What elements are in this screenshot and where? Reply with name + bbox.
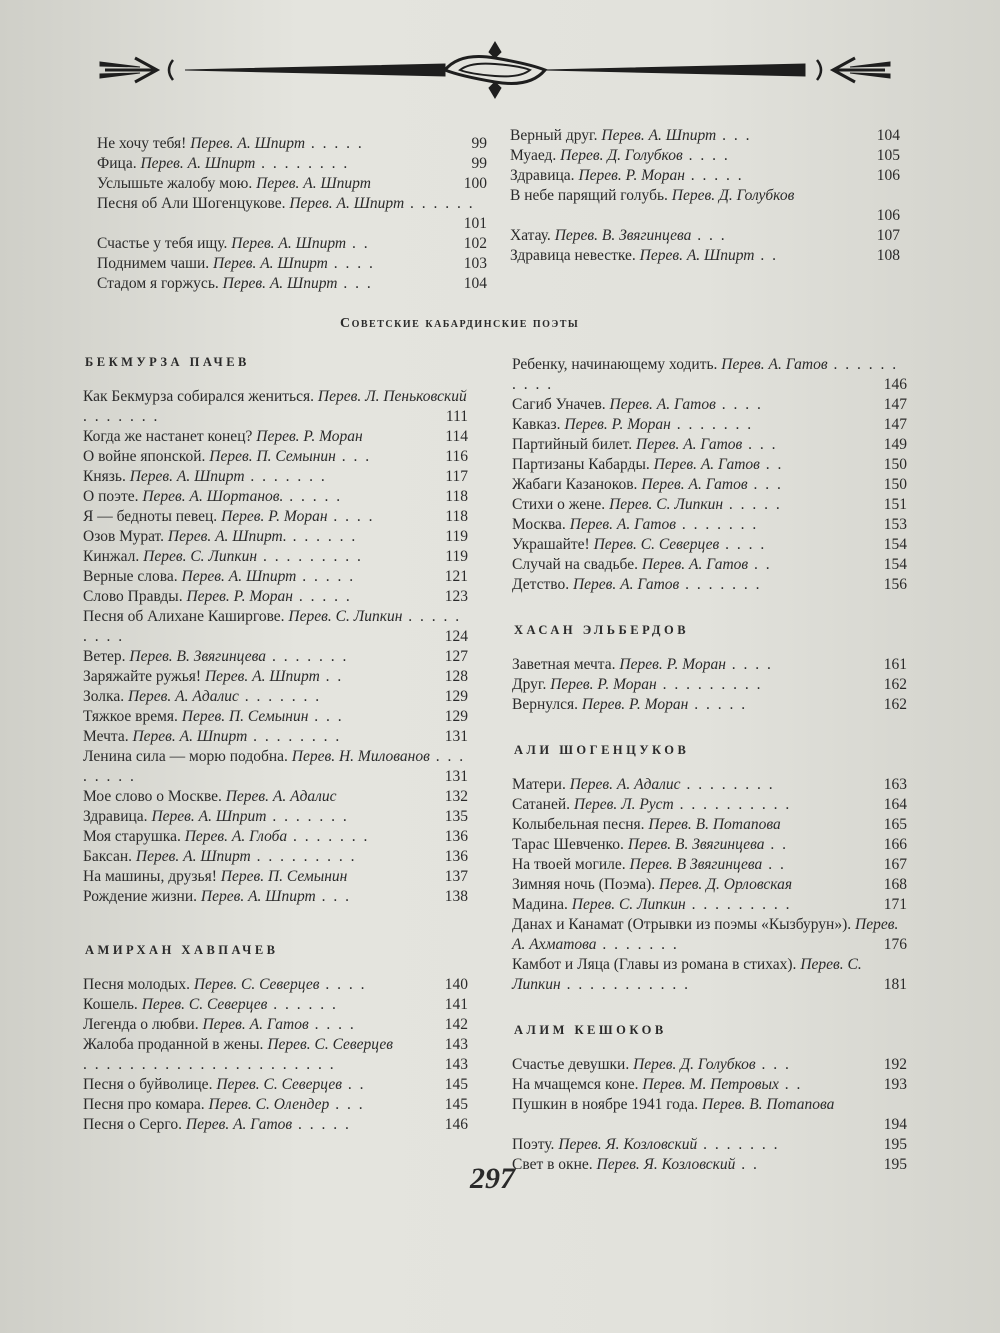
toc-entry[interactable]: Хатау. Перев. В. Звягинцева . . . 107	[510, 227, 900, 244]
column-bottom-left	[83, 355, 468, 1135]
toc-entry[interactable]: Озов Мурат. Перев. А. Шпирт. . . . . . . 119	[83, 528, 468, 545]
page-ref: 131	[444, 728, 468, 745]
page-number: 297	[470, 1162, 515, 1195]
toc-entry[interactable]: В небе парящий голубь. Перев. Д. Голубков 106	[510, 187, 900, 224]
page-ref: 121	[444, 568, 468, 585]
page-ref: 136	[444, 828, 468, 845]
author-heading: АЛИ ШОГЕНЦУКОВ	[514, 743, 690, 757]
toc-entry[interactable]: На мчащемся коне. Перев. М. Петровых . . 193	[512, 1076, 907, 1093]
toc-entry[interactable]: О поэте. Перев. А. Шортанов. . . . . . 118	[83, 488, 468, 505]
page-ref: 150	[883, 476, 907, 493]
toc-entry[interactable]: Заряжайте ружья! Перев. А. Шпирт . . 128	[83, 668, 468, 685]
toc-entry[interactable]: Здравица невестке. Перев. А. Шпирт . . 108	[510, 247, 900, 264]
page-ref: 107	[876, 227, 900, 244]
toc-entry[interactable]: Кавказ. Перев. Р. Моран . . . . . . . 147	[512, 416, 907, 433]
page-ref: 116	[445, 448, 468, 465]
page-ref: 153	[883, 516, 907, 533]
page-ref: 104	[463, 275, 487, 292]
toc-entry[interactable]: Жабаги Казаноков. Перев. А. Гатов . . . 150	[512, 476, 907, 493]
page-ref: 161	[883, 656, 907, 673]
toc-entry[interactable]: Колыбельная песня. Перев. В. Потапова 165	[512, 816, 907, 833]
page-ref: 146	[883, 376, 907, 393]
section-title: Советские кабардинские поэты	[340, 316, 580, 331]
page-ref: 140	[444, 976, 468, 993]
page-ref: 145	[444, 1076, 468, 1093]
column-top-right	[510, 126, 900, 266]
toc-entry[interactable]: На твоей могиле. Перев. В Звягинцева . . 167	[512, 856, 907, 873]
page-ref: 195	[883, 1156, 907, 1173]
toc-entry[interactable]: Вернулся. Перев. Р. Моран . . . . . 162	[512, 696, 907, 713]
page-ref: 194	[883, 1116, 907, 1133]
toc-entry[interactable]: Песня об Алихане Каширгове. Перев. С. Липкин . . . . . . . . . 124	[83, 608, 468, 645]
toc-entry[interactable]: Пушкин в ноябре 1941 года. Перев. В. Потапова 194	[512, 1096, 907, 1133]
page-ref: 150	[883, 456, 907, 473]
page-ref: 119	[445, 548, 468, 565]
page-ref: 192	[883, 1056, 907, 1073]
toc-entry[interactable]: Баксан. Перев. А. Шпирт . . . . . . . . . 136	[83, 848, 468, 865]
toc-entry[interactable]: Легенда о любви. Перев. А. Гатов . . . . 142	[83, 1016, 468, 1033]
toc-entry[interactable]: Тарас Шевченко. Перев. В. Звягинцева . . 166	[512, 836, 907, 853]
page-ref: 127	[444, 648, 468, 665]
page-ref: 154	[883, 536, 907, 553]
toc-entry[interactable]: Счастье девушки. Перев. Д. Голубков . . . 192	[512, 1056, 907, 1073]
page-ref: 131	[444, 768, 468, 785]
page-ref: 164	[883, 796, 907, 813]
page-ref: 147	[883, 416, 907, 433]
page-ref: 99	[471, 155, 487, 172]
page-ref: 143	[444, 1036, 468, 1053]
toc-entry[interactable]: Тяжкое время. Перев. П. Семынин . . . 129	[83, 708, 468, 725]
column-bottom-right	[512, 355, 907, 1175]
toc-entry[interactable]: Муаед. Перев. Д. Голубков . . . . 105	[510, 147, 900, 164]
toc-entry[interactable]: Заветная мечта. Перев. Р. Моран . . . . 161	[512, 656, 907, 673]
page-ref: 118	[445, 508, 468, 525]
page-ref: 171	[883, 896, 907, 913]
toc-entry[interactable]: Поэту. Перев. Я. Козловский . . . . . . . 195	[512, 1136, 907, 1153]
page-ref: 154	[883, 556, 907, 573]
page-ref: 147	[883, 396, 907, 413]
toc-entry[interactable]: Моя старушка. Перев. А. Глоба . . . . . . . 136	[83, 828, 468, 845]
toc-entry[interactable]: Свет в окне. Перев. Я. Козловский . . 195	[512, 1156, 907, 1173]
page-ref: 105	[876, 147, 900, 164]
author-heading: АЛИМ КЕШОКОВ	[514, 1023, 667, 1037]
author-heading: АМИРХАН ХАВПАЧЕВ	[85, 943, 279, 957]
toc-entry[interactable]: Песня про комара. Перев. С. Олендер . . . 145	[83, 1096, 468, 1113]
toc-entry[interactable]: Я — бедноты певец. Перев. Р. Моран . . . . 118	[83, 508, 468, 525]
page-ref: 135	[444, 808, 468, 825]
toc-entry[interactable]: Поднимем чаши. Перев. А. Шпирт . . . . 103	[97, 255, 487, 272]
page-ref: 146	[444, 1116, 468, 1133]
toc-entry[interactable]: Москва. Перев. А. Гатов . . . . . . . 153	[512, 516, 907, 533]
page-ref: 143	[444, 1056, 468, 1073]
toc-entry[interactable]: Фица. Перев. А. Шпирт . . . . . . . . 99	[97, 155, 487, 172]
page-ref: 193	[883, 1076, 907, 1093]
page-ref: 129	[444, 688, 468, 705]
page-ref: 117	[445, 468, 468, 485]
page-ref: 167	[883, 856, 907, 873]
toc-entry[interactable]: Матери. Перев. А. Адалис . . . . . . . . 163	[512, 776, 907, 793]
page-ref: 100	[463, 175, 487, 192]
toc-entry[interactable]: Как Бекмурза собирался жениться. Перев. Л. Пеньковский . . . . . . . 111	[83, 388, 468, 425]
page-ref: 166	[883, 836, 907, 853]
page-ref: 123	[444, 588, 468, 605]
toc-entry[interactable]: Ленина сила — морю подобна. Перев. Н. Милованов . . . . . . . . 131	[83, 748, 468, 785]
ornament-header-icon	[95, 40, 895, 100]
toc-entry[interactable]: Рождение жизни. Перев. А. Шпирт . . . 138	[83, 888, 468, 905]
toc-entry[interactable]: Детство. Перев. А. Гатов . . . . . . . 156	[512, 576, 907, 593]
toc-entry[interactable]: Стадом я горжусь. Перев. А. Шпирт . . . 104	[97, 275, 487, 292]
page-ref: 162	[883, 676, 907, 693]
page-ref: 102	[463, 235, 487, 252]
toc-entry[interactable]: Сатаней. Перев. Л. Руст . . . . . . . . . . 164	[512, 796, 907, 813]
toc-entry[interactable]: Стихи о жене. Перев. С. Липкин . . . . . 151	[512, 496, 907, 513]
toc-entry[interactable]: Князь. Перев. А. Шпирт . . . . . . . 117	[83, 468, 468, 485]
page-ref: 101	[463, 215, 487, 232]
toc-entry[interactable]: Песня об Али Шогенцукове. Перев. А. Шпирт . . . . . . 101	[97, 195, 487, 232]
toc-entry[interactable]: Партизаны Кабарды. Перев. А. Гатов . . 150	[512, 456, 907, 473]
page-ref: 163	[883, 776, 907, 793]
author-heading: БЕКМУРЗА ПАЧЕВ	[85, 355, 250, 369]
toc-entry[interactable]: Услышьте жалобу мою. Перев. А. Шпирт 100	[97, 175, 487, 192]
toc-entry[interactable]: Ребенку, начинающему ходить. Перев. А. Гатов . . . . . . . . . . 146	[512, 356, 907, 393]
toc-entry[interactable]: Счастье у тебя ищу. Перев. А. Шпирт . . 102	[97, 235, 487, 252]
page-ref: 111	[445, 408, 468, 425]
page-ref: 118	[445, 488, 468, 505]
page-ref: 138	[444, 888, 468, 905]
toc-entry[interactable]: Кошель. Перев. С. Северцев . . . . . . 141	[83, 996, 468, 1013]
toc-entry[interactable]: . . . . . . . . . . . . . . . . . . . . . . 143	[83, 1056, 468, 1073]
page-ref: 162	[883, 696, 907, 713]
page-ref: 136	[444, 848, 468, 865]
toc-entry[interactable]: Здравица. Перев. А. Шприт . . . . . . . 135	[83, 808, 468, 825]
toc-entry[interactable]: Ветер. Перев. В. Звягинцева . . . . . . . 127	[83, 648, 468, 665]
toc-entry[interactable]: Не хочу тебя! Перев. А. Шпирт . . . . . 99	[97, 135, 487, 152]
toc-entry[interactable]: Золка. Перев. А. Адалис . . . . . . . 129	[83, 688, 468, 705]
page-ref: 103	[463, 255, 487, 272]
page-ref: 132	[444, 788, 468, 805]
page-ref: 106	[876, 207, 900, 224]
toc-entry[interactable]: Песня о буйволице. Перев. С. Северцев . . 145	[83, 1076, 468, 1093]
toc-entry[interactable]: Песня молодых. Перев. С. Северцев . . . . 140	[83, 976, 468, 993]
page-ref: 145	[444, 1096, 468, 1113]
toc-entry[interactable]: Данах и Канамат (Отрывки из поэмы «Кызбурун»). Перев. А. Ахматова . . . . . . . 176	[512, 916, 907, 953]
page-ref: 151	[883, 496, 907, 513]
page-ref: 129	[444, 708, 468, 725]
page-ref: 156	[883, 576, 907, 593]
toc-entry[interactable]: Мое слово о Москве. Перев. А. Адалис 132	[83, 788, 468, 805]
page-ref: 108	[876, 247, 900, 264]
page-ref: 114	[445, 428, 468, 445]
page-ref: 195	[883, 1136, 907, 1153]
toc-entry[interactable]: Друг. Перев. Р. Моран . . . . . . . . . 162	[512, 676, 907, 693]
toc-entry[interactable]: Мадина. Перев. С. Липкин . . . . . . . . . 171	[512, 896, 907, 913]
page-ref: 106	[876, 167, 900, 184]
toc-entry[interactable]: Камбот и Ляца (Главы из романа в стихах). Перев. С. Липкин . . . . . . . . . . . 181	[512, 956, 907, 993]
page-ref: 142	[444, 1016, 468, 1033]
toc-entry[interactable]: Партийный билет. Перев. А. Гатов . . . 149	[512, 436, 907, 453]
page-ref: 99	[471, 135, 487, 152]
author-heading: ХАСАН ЭЛЬБЕРДОВ	[514, 623, 690, 637]
toc-entry[interactable]: Жалоба проданной в жены. Перев. С. Северцев 143	[83, 1036, 468, 1053]
toc-entry[interactable]: Верный друг. Перев. А. Шпирт . . . 104	[510, 127, 900, 144]
toc-entry[interactable]: Слово Правды. Перев. Р. Моран . . . . . 123	[83, 588, 468, 605]
page-ref: 119	[445, 528, 468, 545]
page-ref: 181	[883, 976, 907, 993]
page-ref: 165	[883, 816, 907, 833]
toc-entry[interactable]: Когда же настанет конец? Перев. Р. Моран 114	[83, 428, 468, 445]
toc-entry[interactable]: На машины, друзья! Перев. П. Семынин 137	[83, 868, 468, 885]
page-ref: 128	[444, 668, 468, 685]
column-top-left	[97, 134, 487, 294]
toc-entry[interactable]: Сагиб Уначев. Перев. А. Гатов . . . . 147	[512, 396, 907, 413]
toc-entry[interactable]: Украшайте! Перев. С. Северцев . . . . 154	[512, 536, 907, 553]
toc-entry[interactable]: Мечта. Перев. А. Шпирт . . . . . . . . 131	[83, 728, 468, 745]
page-ref: 124	[444, 628, 468, 645]
toc-entry[interactable]: Случай на свадьбе. Перев. А. Гатов . . 154	[512, 556, 907, 573]
page-ref: 168	[883, 876, 907, 893]
page-ref: 149	[883, 436, 907, 453]
toc-entry[interactable]: Зимняя ночь (Поэма). Перев. Д. Орловская 168	[512, 876, 907, 893]
page-ref: 176	[883, 936, 907, 953]
toc-entry[interactable]: О войне японской. Перев. П. Семынин . . . 116	[83, 448, 468, 465]
toc-entry[interactable]: Кинжал. Перев. С. Липкин . . . . . . . . . 119	[83, 548, 468, 565]
page-ref: 141	[444, 996, 468, 1013]
toc-entry[interactable]: Здравица. Перев. Р. Моран . . . . . 106	[510, 167, 900, 184]
toc-entry[interactable]: Песня о Серго. Перев. А. Гатов . . . . . 146	[83, 1116, 468, 1133]
toc-entry[interactable]: Верные слова. Перев. А. Шпирт . . . . . 121	[83, 568, 468, 585]
page-ref: 137	[444, 868, 468, 885]
page-ref: 104	[876, 127, 900, 144]
